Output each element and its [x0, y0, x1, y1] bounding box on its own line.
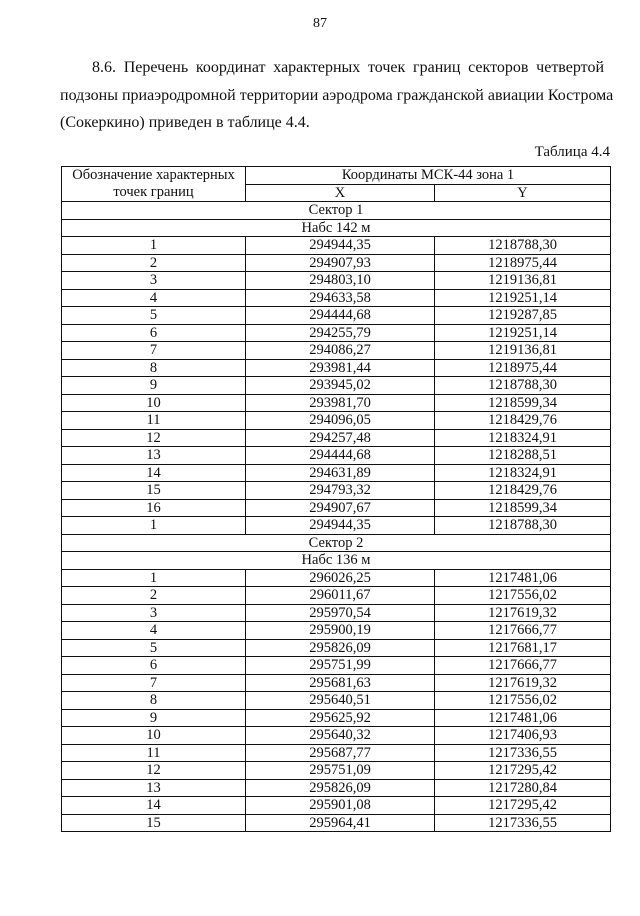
- y-coordinate: 1217295,42: [435, 797, 611, 815]
- x-coordinate: 293981,44: [246, 359, 435, 377]
- table-row: [62, 744, 611, 762]
- table-row: [62, 307, 611, 325]
- x-coordinate: 294086,27: [246, 342, 435, 360]
- x-coordinate: 295900,19: [246, 622, 435, 640]
- y-coordinate: 1218288,51: [435, 447, 611, 465]
- x-coordinate: 295687,77: [246, 744, 435, 762]
- y-coordinate: 1219136,81: [435, 272, 611, 290]
- x-coordinate: 294444,68: [246, 307, 435, 325]
- point-number: 4: [62, 289, 246, 307]
- y-coordinate: 1217619,32: [435, 604, 611, 622]
- y-coordinate: 1217481,06: [435, 569, 611, 587]
- x-coordinate: 295681,63: [246, 674, 435, 692]
- x-coordinate: 295751,99: [246, 657, 435, 675]
- table-row: [62, 482, 611, 500]
- y-coordinate: 1218599,34: [435, 394, 611, 412]
- table-row: [62, 394, 611, 412]
- y-coordinate: 1218429,76: [435, 482, 611, 500]
- y-coordinate: 1218599,34: [435, 499, 611, 517]
- sector-height-row: [62, 219, 611, 237]
- y-coordinate: 1217556,02: [435, 587, 611, 605]
- y-coordinate: 1217336,55: [435, 744, 611, 762]
- x-coordinate: 295901,08: [246, 797, 435, 815]
- table-row: [62, 814, 611, 832]
- x-coordinate: 294255,79: [246, 324, 435, 342]
- y-coordinate: 1218975,44: [435, 359, 611, 377]
- x-coordinate: 294803,10: [246, 272, 435, 290]
- y-coordinate: 1218324,91: [435, 429, 611, 447]
- y-coordinate: 1218788,30: [435, 377, 611, 395]
- table-row: [62, 447, 611, 465]
- y-coordinate: 1217280,84: [435, 779, 611, 797]
- x-coordinate: 294444,68: [246, 447, 435, 465]
- y-coordinate: 1218975,44: [435, 254, 611, 272]
- table-row: [62, 639, 611, 657]
- y-coordinate: 1218788,30: [435, 517, 611, 535]
- coordinates-table: [61, 166, 611, 832]
- header-x: X: [246, 184, 435, 202]
- sector-title-row: [62, 534, 611, 552]
- table-row: [62, 237, 611, 255]
- y-coordinate: 1218324,91: [435, 464, 611, 482]
- table-row: [62, 779, 611, 797]
- sector-title: Сектор 1: [62, 202, 611, 220]
- x-coordinate: 295640,51: [246, 692, 435, 710]
- point-number: 2: [62, 254, 246, 272]
- point-number: 5: [62, 639, 246, 657]
- table-row: [62, 587, 611, 605]
- table-row: [62, 412, 611, 430]
- table-row: [62, 499, 611, 517]
- point-number: 1: [62, 569, 246, 587]
- y-coordinate: 1217295,42: [435, 762, 611, 780]
- y-coordinate: 1217681,17: [435, 639, 611, 657]
- table-row: [62, 692, 611, 710]
- y-coordinate: 1219251,14: [435, 289, 611, 307]
- x-coordinate: 294944,35: [246, 517, 435, 535]
- table-row: [62, 272, 611, 290]
- point-number: 10: [62, 394, 246, 412]
- point-number: 12: [62, 429, 246, 447]
- point-number: 11: [62, 744, 246, 762]
- x-coordinate: 294944,35: [246, 237, 435, 255]
- header-points: Обозначение характерных точек границ: [62, 167, 246, 202]
- table-row: [62, 727, 611, 745]
- point-number: 14: [62, 797, 246, 815]
- point-number: 6: [62, 657, 246, 675]
- sector-title-row: [62, 202, 611, 220]
- x-coordinate: 295964,41: [246, 814, 435, 832]
- table-row: [62, 324, 611, 342]
- sector-height-row: [62, 552, 611, 570]
- y-coordinate: 1217481,06: [435, 709, 611, 727]
- intro-paragraph: [60, 54, 614, 137]
- x-coordinate: 293981,70: [246, 394, 435, 412]
- x-coordinate: 296011,67: [246, 587, 435, 605]
- y-coordinate: 1218429,76: [435, 412, 611, 430]
- table-row: [62, 569, 611, 587]
- y-coordinate: 1217619,32: [435, 674, 611, 692]
- point-number: 7: [62, 342, 246, 360]
- table-row: [62, 674, 611, 692]
- y-coordinate: 1218788,30: [435, 237, 611, 255]
- x-coordinate: 295826,09: [246, 639, 435, 657]
- table-body: [62, 202, 611, 832]
- x-coordinate: 294257,48: [246, 429, 435, 447]
- y-coordinate: 1217406,93: [435, 727, 611, 745]
- table-row: [62, 762, 611, 780]
- paragraph-line: подзоны приаэродромной территории аэродрома гражданской авиации Кострома: [60, 86, 614, 104]
- x-coordinate: 294793,32: [246, 482, 435, 500]
- point-number: 10: [62, 727, 246, 745]
- point-number: 12: [62, 762, 246, 780]
- header-coords: Координаты МСК-44 зона 1: [246, 167, 611, 185]
- table-row: [62, 622, 611, 640]
- x-coordinate: 294631,89: [246, 464, 435, 482]
- x-coordinate: 294096,05: [246, 412, 435, 430]
- table-row: [62, 604, 611, 622]
- point-number: 3: [62, 604, 246, 622]
- point-number: 8: [62, 692, 246, 710]
- x-coordinate: 294907,93: [246, 254, 435, 272]
- point-number: 14: [62, 464, 246, 482]
- point-number: 2: [62, 587, 246, 605]
- point-number: 6: [62, 324, 246, 342]
- table-row: [62, 709, 611, 727]
- point-number: 8: [62, 359, 246, 377]
- table-row: [62, 289, 611, 307]
- point-number: 16: [62, 499, 246, 517]
- point-number: 13: [62, 447, 246, 465]
- y-coordinate: 1217556,02: [435, 692, 611, 710]
- point-number: 11: [62, 412, 246, 430]
- x-coordinate: 294907,67: [246, 499, 435, 517]
- point-number: 15: [62, 482, 246, 500]
- x-coordinate: 295751,09: [246, 762, 435, 780]
- header-y: Y: [435, 184, 611, 202]
- point-number: 5: [62, 307, 246, 325]
- point-number: 9: [62, 377, 246, 395]
- x-coordinate: 296026,25: [246, 569, 435, 587]
- y-coordinate: 1217666,77: [435, 622, 611, 640]
- y-coordinate: 1217666,77: [435, 657, 611, 675]
- table-row: [62, 254, 611, 272]
- y-coordinate: 1219251,14: [435, 324, 611, 342]
- table-row: [62, 517, 611, 535]
- x-coordinate: 294633,58: [246, 289, 435, 307]
- paragraph-line: (Сокеркино) приведен в таблице 4.4.: [60, 114, 310, 131]
- point-number: 1: [62, 237, 246, 255]
- table-row: [62, 657, 611, 675]
- table-row: [62, 377, 611, 395]
- x-coordinate: 293945,02: [246, 377, 435, 395]
- y-coordinate: 1219136,81: [435, 342, 611, 360]
- table-row: [62, 464, 611, 482]
- y-coordinate: 1217336,55: [435, 814, 611, 832]
- sector-title: Сектор 2: [62, 534, 611, 552]
- x-coordinate: 295826,09: [246, 779, 435, 797]
- table-row: [62, 429, 611, 447]
- table-caption: Таблица 4.4: [534, 144, 610, 160]
- table-row: [62, 342, 611, 360]
- point-number: 4: [62, 622, 246, 640]
- point-number: 7: [62, 674, 246, 692]
- page-number: 87: [313, 16, 327, 31]
- table-row: [62, 797, 611, 815]
- point-number: 13: [62, 779, 246, 797]
- table-row: [62, 359, 611, 377]
- point-number: 15: [62, 814, 246, 832]
- point-number: 1: [62, 517, 246, 535]
- x-coordinate: 295640,32: [246, 727, 435, 745]
- point-number: 9: [62, 709, 246, 727]
- sector-height: Набс 136 м: [62, 552, 611, 570]
- paragraph-line: 8.6. Перечень координат характерных точек границ секторов четвертой: [92, 59, 604, 76]
- point-number: 3: [62, 272, 246, 290]
- y-coordinate: 1219287,85: [435, 307, 611, 325]
- x-coordinate: 295970,54: [246, 604, 435, 622]
- x-coordinate: 295625,92: [246, 709, 435, 727]
- sector-height: Набс 142 м: [62, 219, 611, 237]
